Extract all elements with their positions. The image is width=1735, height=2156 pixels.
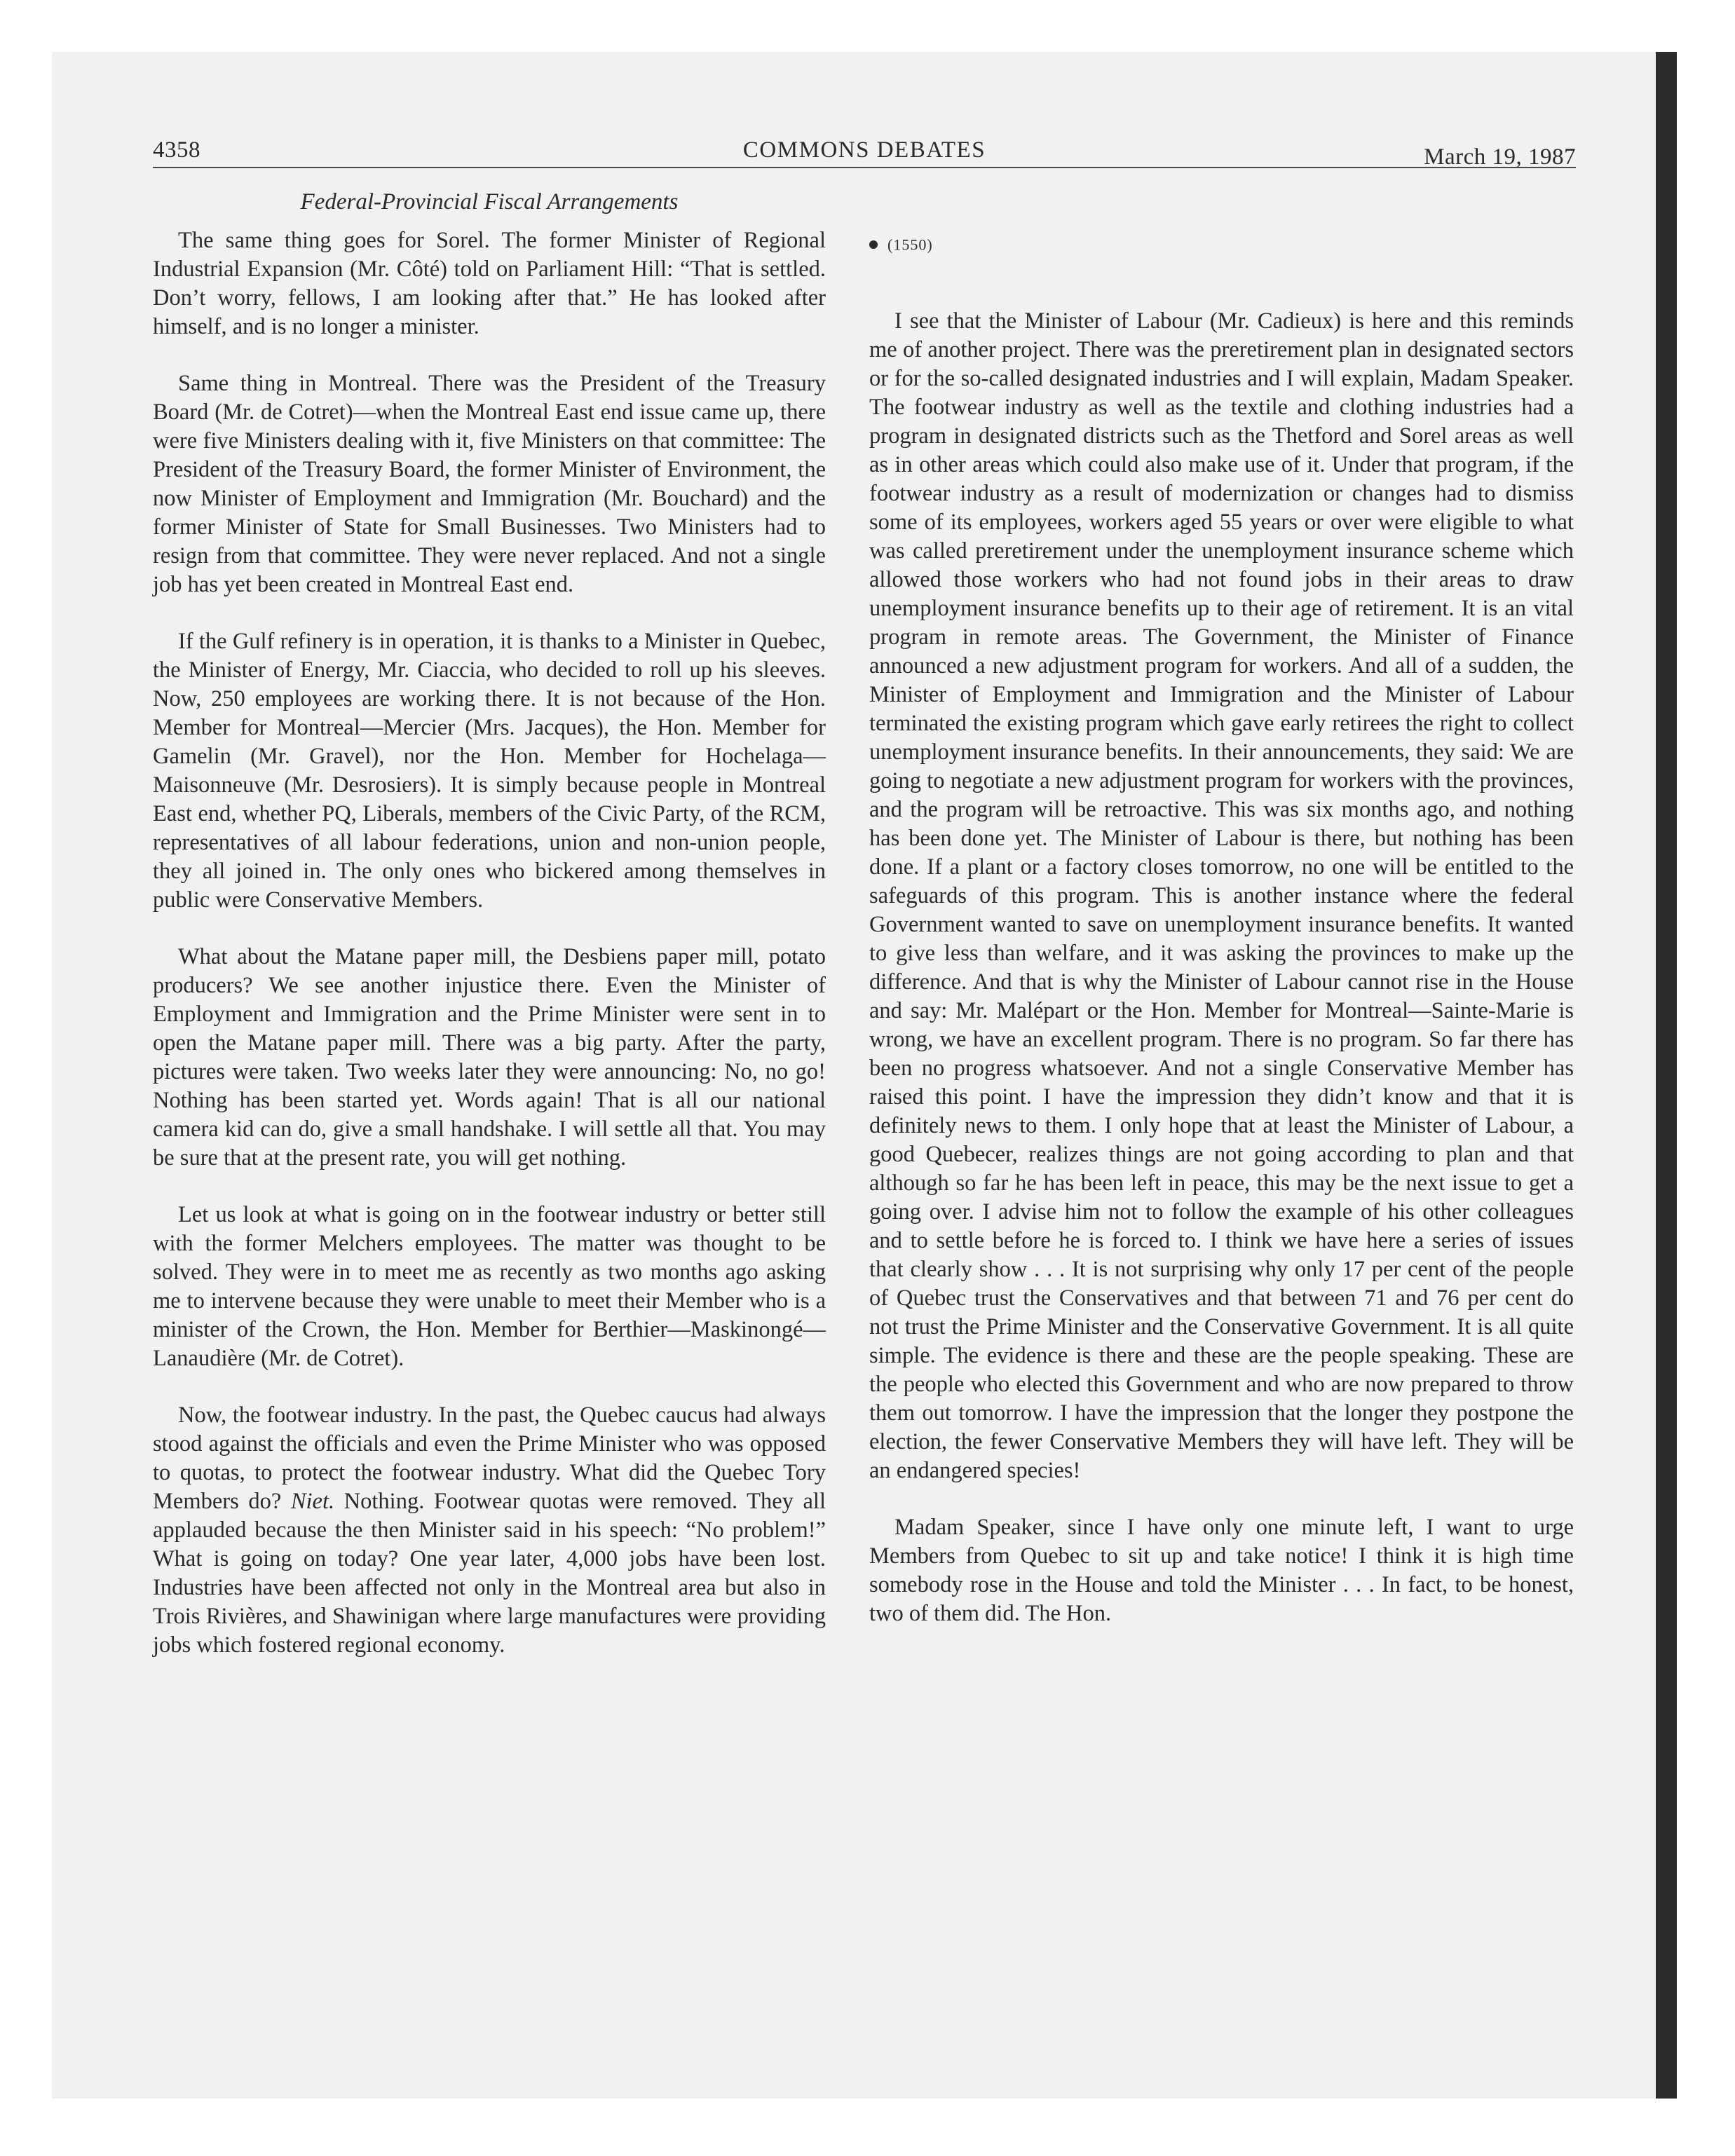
page-header xyxy=(153,137,1576,168)
bullet-dot-icon xyxy=(869,240,878,249)
paragraph: What about the Matane paper mill, the Desbiens paper mill, potato producers? We see another injustice there. Even the Minister of Employment and Immigration and the Prime Minister were sent in to open the Matane paper mill. There was a big party. After the party, pictures were taken. Two weeks later they were announcing: No, no go! Nothing has been started yet. Words again! That is all our national camera kid can do, give a small handshake. I will settle all that. You may be sure that at the present rate, you will get nothing. xyxy=(153,944,826,1171)
journal-title: COMMONS DEBATES xyxy=(742,137,986,163)
paragraph xyxy=(153,1401,826,1660)
text-run: Nothing. Footwear quotas were removed. They all applauded because the then Minister said in his speech: “No problem!” What is going on today? One year later, 4,000 jobs have been lost. Industries have been affected not only in the Montreal area but also in Trois Rivières, and Shawinigan where large manufactures were providing jobs which fostered regional economy. xyxy=(153,1489,826,1658)
right-column xyxy=(869,188,1574,1656)
paragraph: If the Gulf refinery is in operation, it is thanks to a Minister in Quebec, the Minister of Energy, Mr. Ciaccia, who decided to roll up his sleeves. Now, 250 employees are working there. It is not because of the Hon. Member for Montreal—Mercier (Mrs. Jacques), the Hon. Member for Gamelin (Mr. Gravel), nor the Hon. Member for Hochelaga—Maisonneuve (Mr. Desrosiers). It is simply because people in Montreal East end, whether PQ, Liberals, members of the Civic Party, of the RCM, representatives of all labour federations, union and non-union people, they all joined in. The only ones who bickered among themselves in public were Conservative Members. xyxy=(153,629,826,913)
scan-edge-bar xyxy=(1656,52,1677,2099)
header-rule xyxy=(153,167,1576,168)
left-column xyxy=(153,188,826,1688)
text-run: Now, the footwear industry. In the past, the Quebec caucus had always stood against the officials and even the Prime Minister who was opposed to quotas, to protect the footwear industry. What did the Quebec Tory Members do? xyxy=(153,1403,826,1514)
timestamp-label: (1550) xyxy=(887,236,933,254)
page-number: 4358 xyxy=(153,137,200,163)
paragraph: Let us look at what is going on in the footwear industry or better still with the former Melchers employees. The matter was thought to be solved. They were in to meet me as recently as two months ago asking me to intervene because they were unable to meet their Member who is a minister of the Crown, the Hon. Member for Berthier—Maskinongé—Lanaudière (Mr. de Cotret). xyxy=(153,1202,826,1371)
italic-word: Niet. xyxy=(290,1489,335,1514)
publication-date: March 19, 1987 xyxy=(1424,144,1576,170)
paragraph: The same thing goes for Sorel. The former Minister of Regional Industrial Expansion (Mr. Côté) told on Parliament Hill: “That is settled. Don’t worry, fellows, I am looking after that.” He has looked after himself, and is no longer a minister. xyxy=(153,228,826,339)
paragraph: I see that the Minister of Labour (Mr. Cadieux) is here and this reminds me of another project. There was the preretirement plan in designated sectors or for the so-called designated industries and I will explain, Madam Speaker. The footwear industry as well as the textile and clothing industries had a program in designated districts such as the Thetford and Sorel areas as well as in other areas which could also make use of it. Under that program, if the footwear industry as a result of modernization or changes had to dismiss some of its employees, workers aged 55 years or over were eligible to what was called preretirement under the unemployment insurance scheme which allowed those workers who had not found jobs in their areas to draw unemployment insurance benefits up to their age of retirement. It is an vital program in remote areas. The Government, the Minister of Finance announced a new adjustment program for workers. And all of a sudden, the Minister of Employment and Immigration and the Minister of Labour terminated the existing program which gave early retirees the right to collect unemployment insurance benefits. In their announcements, they said: We are going to negotiate a new adjustment program for workers with the provinces, and the program will be retroactive. This was six months ago, and nothing has been done yet. The Minister of Labour is there, but nothing has been done. If a plant or a factory closes tomorrow, no one will be entitled to the safeguards of this program. This is another instance where the federal Government wanted to save on unemployment insurance benefits. It wanted to give less than welfare, and it was asking the provinces to make up the difference. And that is why the Minister of Labour cannot rise in the House and say: Mr. Malépart or the Hon. Member for Montreal—Sainte-Marie is wrong, we have an excellent program. There is no program. So far there has been no progress whatsoever. And not a single Conservative Member has raised this point. I have the impression they didn’t know and that it is definitely news to them. I only hope that at least the Minister of Labour, a good Quebecer, realizes things are not going according to plan and that although so far he has been left in peace, this may be the next issue to get a going over. I advise him not to follow the example of his other colleagues and to settle before he is forced to. I think we have here a series of issues that clearly show . . . It is not surprising why only 17 per cent of the people of Quebec trust the Conservatives and that between 71 and 76 per cent do not trust the Prime Minister and the Conservative Government. It is all quite simple. The evidence is there and these are the people speaking. These are the people who elected this Government and who are now prepared to throw them out tomorrow. I have the impression that the longer they postpone the election, the fewer Conservative Members they will have left. They will be an endangered species! xyxy=(869,308,1574,1483)
section-title: Federal-Provincial Fiscal Arrangements xyxy=(300,189,679,214)
paragraph: Same thing in Montreal. There was the President of the Treasury Board (Mr. de Cotret)—when the Montreal East end issue came up, there were five Ministers dealing with it, five Ministers on that committee: The President of the Treasury Board, the former Minister of Environment, the now Minister of Employment and Immigration (Mr. Bouchard) and the former Minister of State for Small Businesses. Two Ministers had to resign from that committee. They were never replaced. And not a single job has yet been created in Montreal East end. xyxy=(153,371,826,597)
timestamp xyxy=(869,228,1574,254)
paragraph: Madam Speaker, since I have only one minute left, I want to urge Members from Quebec to sit up and take notice! I think it is high time somebody rose in the House and told the Minister . . . In fact, to be honest, two of them did. The Hon. xyxy=(869,1515,1574,1626)
